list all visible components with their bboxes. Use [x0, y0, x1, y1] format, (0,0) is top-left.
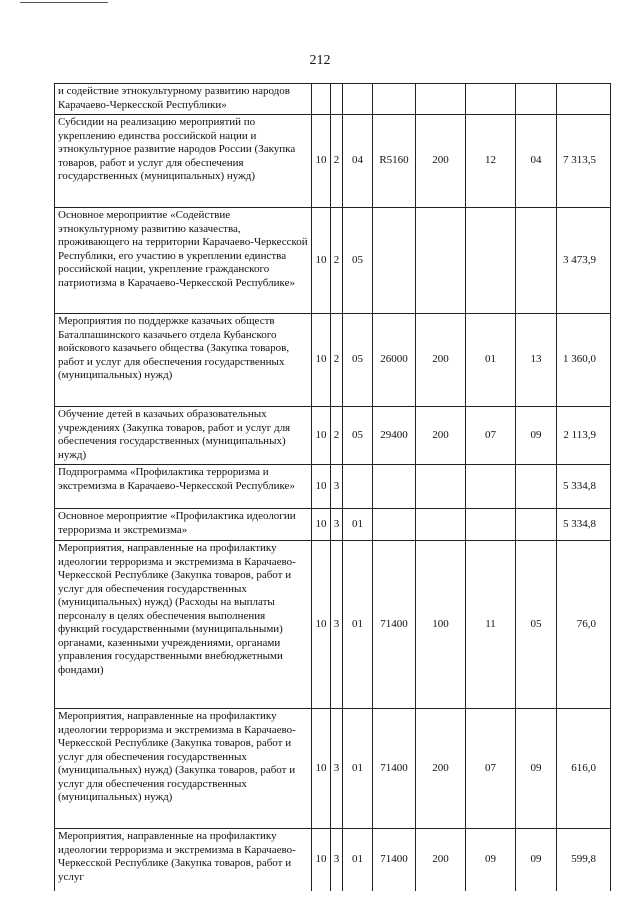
target-article-cell: 71400: [373, 541, 416, 709]
division-code-cell: 12: [466, 115, 516, 208]
amount-cell: 5 334,8: [557, 509, 611, 541]
subdivision-code-cell: 09: [516, 407, 557, 465]
division-code-cell: 07: [466, 709, 516, 829]
target-article-cell: [373, 465, 416, 509]
row-name-cell: Субсидии на реализацию мероприятий по укреплению единства российской нации и этнокультурное развитие народов России (Закупка товаров, работ и услуг для обеспечения государственных (муниципальных) нужд): [55, 115, 312, 208]
target-article-cell: 29400: [373, 407, 416, 465]
row-name-cell: Подпрограмма «Профилактика терроризма и экстремизма в Карачаево-Черкесской Республике»: [55, 465, 312, 509]
table-row: [55, 84, 611, 115]
subsection-code-cell: 3: [331, 829, 343, 891]
division-code-cell: 01: [466, 314, 516, 407]
program-code-cell: [343, 84, 373, 115]
expense-type-cell: [416, 208, 466, 314]
section-code-cell: [312, 84, 331, 115]
table-row: [55, 407, 611, 465]
section-code-cell: 10: [312, 709, 331, 829]
scan-edge-line: [20, 2, 108, 3]
page-number: 212: [309, 53, 331, 68]
program-code-cell: 05: [343, 314, 373, 407]
amount-cell: 76,0: [557, 541, 611, 709]
amount-cell: 599,8: [557, 829, 611, 891]
table-row: [55, 709, 611, 829]
subsection-code-cell: 3: [331, 465, 343, 509]
subsection-code-cell: 2: [331, 407, 343, 465]
target-article-cell: R5160: [373, 115, 416, 208]
row-name-cell: и содействие этнокультурному развитию народов Карачаево-Черкесской Республики»: [55, 84, 312, 115]
section-code-cell: 10: [312, 509, 331, 541]
division-code-cell: 09: [466, 829, 516, 891]
target-article-cell: 71400: [373, 829, 416, 891]
subsection-code-cell: 3: [331, 709, 343, 829]
program-code-cell: [343, 465, 373, 509]
division-code-cell: [466, 509, 516, 541]
amount-cell: 1 360,0: [557, 314, 611, 407]
division-code-cell: [466, 465, 516, 509]
subsection-code-cell: 2: [331, 208, 343, 314]
amount-cell: 3 473,9: [557, 208, 611, 314]
expense-type-cell: [416, 509, 466, 541]
subdivision-code-cell: [516, 465, 557, 509]
expense-type-cell: 200: [416, 829, 466, 891]
section-code-cell: 10: [312, 829, 331, 891]
expense-type-cell: 200: [416, 407, 466, 465]
expense-type-cell: 200: [416, 709, 466, 829]
budget-table: [54, 83, 611, 891]
subdivision-code-cell: 05: [516, 541, 557, 709]
table-row: [55, 314, 611, 407]
program-code-cell: 01: [343, 541, 373, 709]
section-code-cell: 10: [312, 541, 331, 709]
subdivision-code-cell: [516, 84, 557, 115]
subsection-code-cell: 3: [331, 541, 343, 709]
table-row: [55, 208, 611, 314]
subsection-code-cell: 2: [331, 115, 343, 208]
expense-type-cell: [416, 84, 466, 115]
target-article-cell: [373, 208, 416, 314]
row-name-cell: Основное мероприятие «Содействие этнокультурному развитию казачества, проживающего на территории Карачаево-Черкесской Республики, его участию в укреплении единства российской нации, укрепление гражданского патриотизма в Карачаево-Черкесской Республике»: [55, 208, 312, 314]
subsection-code-cell: 2: [331, 314, 343, 407]
expense-type-cell: [416, 465, 466, 509]
subsection-code-cell: [331, 84, 343, 115]
amount-cell: 2 113,9: [557, 407, 611, 465]
division-code-cell: 11: [466, 541, 516, 709]
section-code-cell: 10: [312, 115, 331, 208]
table-row: [55, 465, 611, 509]
target-article-cell: [373, 509, 416, 541]
amount-cell: 7 313,5: [557, 115, 611, 208]
subdivision-code-cell: [516, 509, 557, 541]
table-row: [55, 541, 611, 709]
row-name-cell: Мероприятия, направленные на профилактику идеологии терроризма и экстремизма в Карачаево-Черкесской Республике (Закупка товаров, работ и услуг: [55, 829, 312, 891]
target-article-cell: [373, 84, 416, 115]
program-code-cell: 04: [343, 115, 373, 208]
program-code-cell: 01: [343, 829, 373, 891]
program-code-cell: 05: [343, 208, 373, 314]
table-row: [55, 509, 611, 541]
row-name-cell: Мероприятия, направленные на профилактику идеологии терроризма и экстремизма в Карачаево-Черкесской Республике (Закупка товаров, работ и услуг для обеспечения государственных (муниципальных) нужд) (Закупка товаров, работ и услуг для обеспечения государственных (муниципальных) нужд): [55, 709, 312, 829]
division-code-cell: [466, 208, 516, 314]
amount-cell: 5 334,8: [557, 465, 611, 509]
expense-type-cell: 100: [416, 541, 466, 709]
amount-cell: [557, 84, 611, 115]
subdivision-code-cell: 04: [516, 115, 557, 208]
subsection-code-cell: 3: [331, 509, 343, 541]
section-code-cell: 10: [312, 407, 331, 465]
section-code-cell: 10: [312, 465, 331, 509]
subdivision-code-cell: [516, 208, 557, 314]
subdivision-code-cell: 13: [516, 314, 557, 407]
target-article-cell: 71400: [373, 709, 416, 829]
subdivision-code-cell: 09: [516, 829, 557, 891]
division-code-cell: 07: [466, 407, 516, 465]
row-name-cell: Основное мероприятие «Профилактика идеологии терроризма и экстремизма»: [55, 509, 312, 541]
expense-type-cell: 200: [416, 115, 466, 208]
program-code-cell: 01: [343, 509, 373, 541]
program-code-cell: 05: [343, 407, 373, 465]
table-row: [55, 829, 611, 891]
row-name-cell: Обучение детей в казачьих образовательных учреждениях (Закупка товаров, работ и услуг для обеспечения государственных (муниципальных) нужд): [55, 407, 312, 465]
division-code-cell: [466, 84, 516, 115]
row-name-cell: Мероприятия по поддержке казачьих обществ Баталпашинского казачьего отдела Кубанского войскового казачьего общества (Закупка товаров, работ и услуг для обеспечения государственных (муниципальных) нужд): [55, 314, 312, 407]
table-row: [55, 115, 611, 208]
subdivision-code-cell: 09: [516, 709, 557, 829]
amount-cell: 616,0: [557, 709, 611, 829]
row-name-cell: Мероприятия, направленные на профилактику идеологии терроризма и экстремизма в Карачаево-Черкесской Республике (Закупка товаров, работ и услуг для обеспечения государственных (муниципальных) нужд) (Расходы на выплаты персоналу в целях обеспечения выполнения функций государственными (муниципальными) органами, казенными учреждениями, органами управления государственными внебюджетными фондами): [55, 541, 312, 709]
section-code-cell: 10: [312, 314, 331, 407]
target-article-cell: 26000: [373, 314, 416, 407]
section-code-cell: 10: [312, 208, 331, 314]
program-code-cell: 01: [343, 709, 373, 829]
expense-type-cell: 200: [416, 314, 466, 407]
